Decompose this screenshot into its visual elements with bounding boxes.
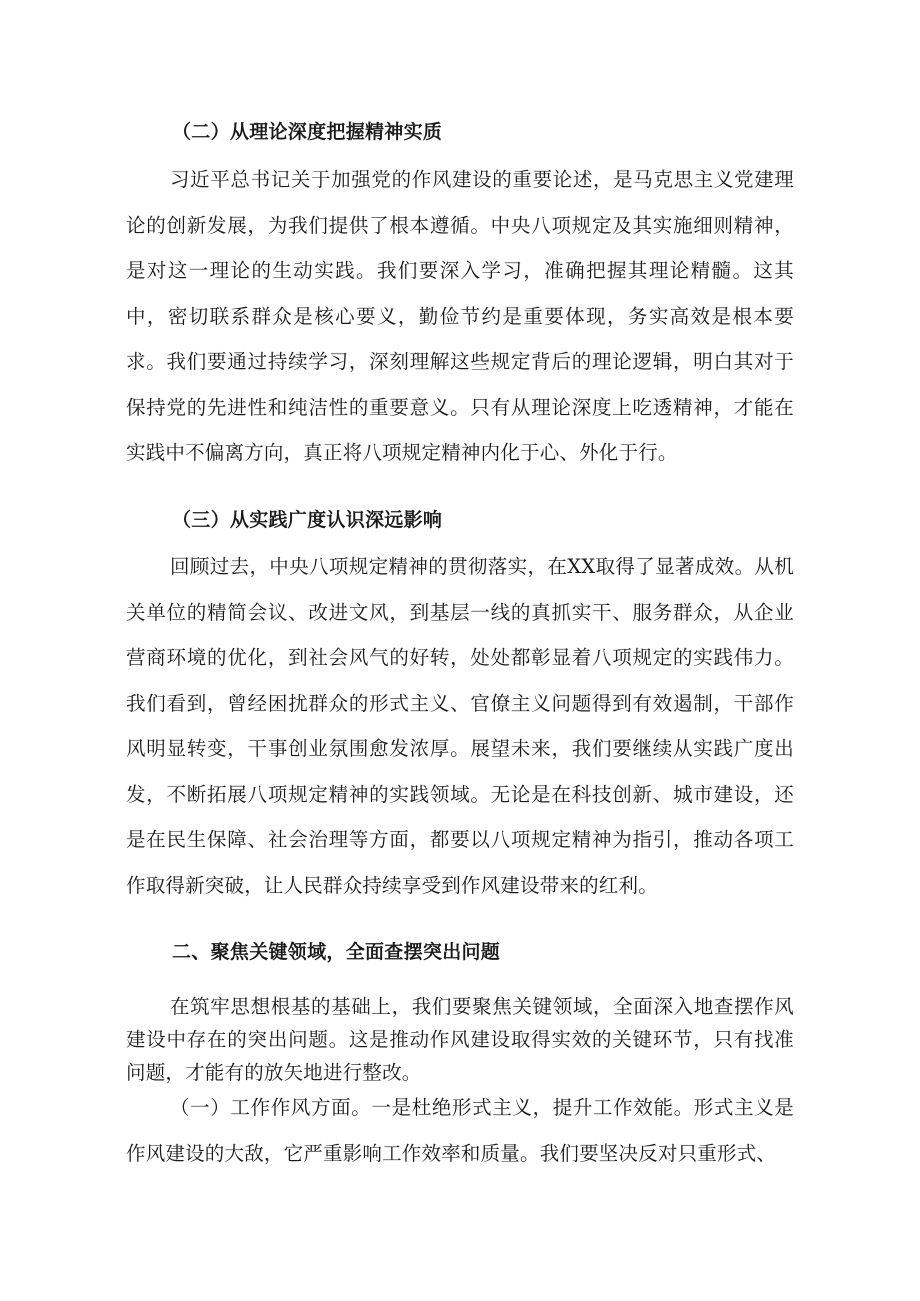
paragraph-theory-depth: 习近平总书记关于加强党的作风建设的重要论述，是马克思主义党建理论的创新发展，为我们提供了根本遵循。中央八项规定及其实施细则精神，是对这一理论的生动实践。我们要深入学习，准确把握其理论精髓。这其中，密切联系群众是核心要义，勤俭节约是重要体现，务实高效是根本要求。我们要通过持续学习，深刻理解这些规定背后的理论逻辑，明白其对于保持党的先进性和纯洁性的重要意义。只有从理论深度上吃透精神，才能在实践中不偏离方向，真正将八项规定精神内化于心、外化于行。 bbox=[126, 168, 794, 464]
section-heading-practice-breadth: （三）从实践广度认识深远影响 bbox=[172, 509, 443, 531]
section-heading-key-areas: 二、聚焦关键领域，全面查摆突出问题 bbox=[172, 941, 501, 963]
paragraph-practice-breadth: 回顾过去，中央八项规定精神的贯彻落实，在XX取得了显著成效。从机关单位的精简会议、改进文风，到基层一线的真抓实干、服务群众，从企业营商环境的优化，到社会风气的好转，处处都彰显着八项规定的实践伟力。我们看到，曾经困扰群众的形式主义、官僚主义问题得到有效遏制，干部作风明显转变，干事创业氛围愈发浓厚。展望未来，我们要继续从实践广度出发，不断拓展八项规定精神的实践领域。无论是在科技创新、城市建设，还是在民生保障、社会治理等方面，都要以八项规定精神为指引，推动各项工作取得新突破，让人民群众持续享受到作风建设带来的红利。 bbox=[126, 555, 794, 897]
section-heading-theory-depth: （二）从理论深度把握精神实质 bbox=[172, 121, 443, 143]
paragraph-key-areas-intro: 在筑牢思想根基的基础上，我们要聚焦关键领域，全面深入地查摆作风建设中存在的突出问题。这是推动作风建设取得实效的关键环节，只有找准问题，才能有的放矢地进行整改。 bbox=[126, 995, 794, 1084]
paragraph-work-style: （一）工作作风方面。一是杜绝形式主义，提升工作效能。形式主义是作风建设的大敌，它严重影响工作效率和质量。我们要坚决反对只重形式、 bbox=[126, 1096, 794, 1165]
